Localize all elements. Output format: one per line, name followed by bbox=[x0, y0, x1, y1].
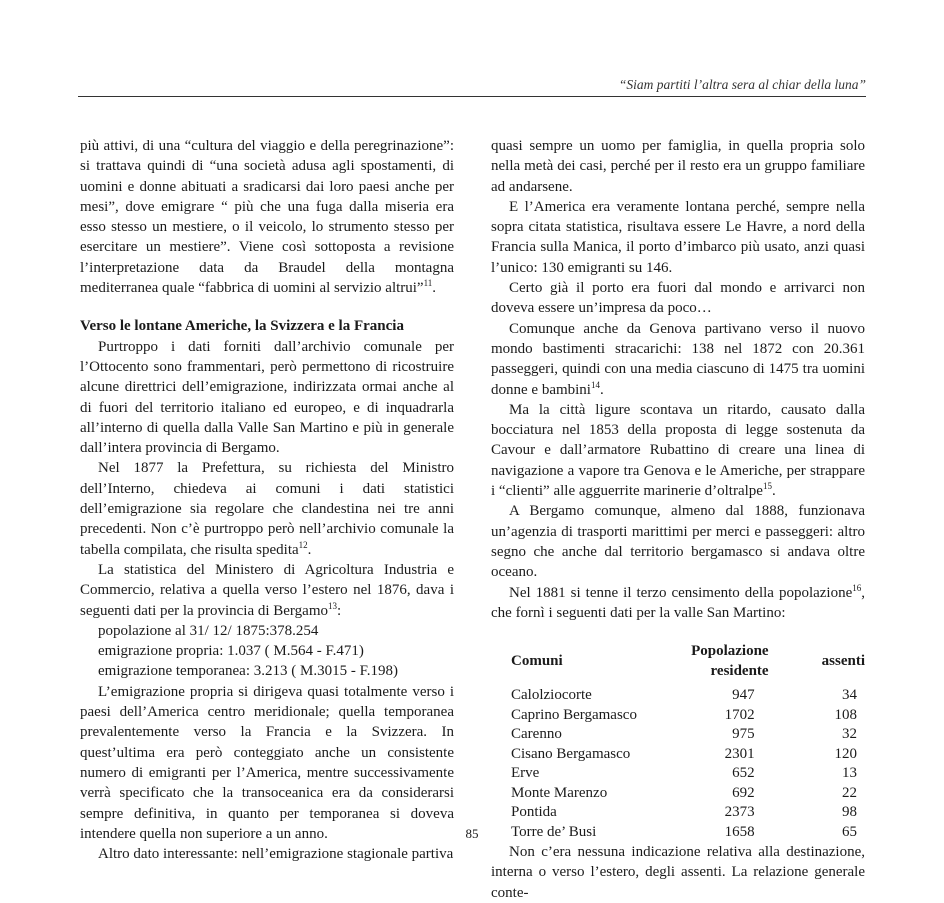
paragraph: Certo già il porto era fuori dal mondo e arrivarci non doveva essere un’impresa da poco… bbox=[491, 280, 865, 317]
paragraph: Ma la città ligure scontava un ritardo, causato dalla bocciatura nel 1853 della proposta di legge sostenuta da Cavour e dall’armatore Rubattino di creare una linea di navigazione a vapore tra Genova e le Americhe, per strappare i “clienti” alle agguerrite marinerie d’oltralpe$^{15}$. bbox=[491, 401, 865, 500]
paragraph: Nel 1881 si tenne il terzo censimento della popolazione$^{16}$, che fornì i seguenti dati per la valle San Martino: bbox=[491, 582, 865, 621]
right-column bbox=[491, 136, 865, 903]
paragraph: più attivi, di una “cultura del viaggio e della peregrinazione”: si trattava quindi di “una società adusa agli spostamenti, di uomini e donne abituati a sradicarsi dai loro paesi anche per mesi”, dove emigrare “ più che una fuga dalla miseria era esso stesso un mestiere, o il veicolo, lo strumento stesso per esercitare un mestiere”. Viene così sottoposta a revisione l’interpretazione data da Braudel della montagna mediterranea quale “fabbrica di uomini al servizio altrui”$^{11}$. bbox=[80, 138, 454, 297]
table-row: Pontida 2373 98 bbox=[511, 804, 857, 821]
column-header-comuni: Comuni bbox=[511, 652, 563, 669]
paragraph: L’emigrazione propria si dirigeva quasi totalmente verso i paesi dell’America centro meridionale; quella temporanea prevalentemente verso la Francia e la Svizzera. In quest’ultima era però conteggiato anche un consistente numero di emigranti per l’America, mentre successivamente verrà specificato che la transoceanica era da considerarsi sempre definitiva, in quanto per temporanea si doveva intendere quella non superiore a un anno. bbox=[80, 683, 454, 842]
census-table bbox=[511, 642, 865, 842]
table-row: Torre de’ Busi 1658 65 bbox=[511, 823, 857, 840]
paragraph: Comunque anche da Genova partivano verso il nuovo mondo bastimenti stracarichi: 138 nel 1872 con 20.361 passeggeri, quindi con una media ciascuno di 1475 tra uomini donne e bambini$^{14}$. bbox=[491, 320, 865, 398]
paragraph: quasi sempre un uomo per famiglia, in quella propria solo nella metà dei casi, perché per il resto era un gruppo familiare ad andarsene. bbox=[491, 138, 865, 195]
left-column bbox=[80, 136, 454, 864]
footnote-ref[interactable]: 16 bbox=[852, 582, 862, 593]
footnote-ref[interactable]: 11 bbox=[423, 278, 433, 289]
footnote-ref[interactable]: 14 bbox=[590, 379, 600, 390]
table-row: Monte Marenzo 692 22 bbox=[511, 784, 857, 801]
paragraph: Purtroppo i dati forniti dall’archivio comunale per l’Ottocento sono frammentari, però permettono di ricostruire alcune direttrici dell’emigrazione, indirizzata ormai anche al di fuori del territorio italiano ed europeo, e di inquadrarla all’interno di quella dalla Valle San Martino e più in generale dall’intera provincia di Bergamo. bbox=[80, 338, 454, 457]
paragraph: Altro dato interessante: nell’emigrazione stagionale partiva bbox=[98, 846, 454, 863]
table-row: Carenno 975 32 bbox=[511, 726, 857, 743]
statistic-line: emigrazione propria: 1.037 ( M.564 - F.471) bbox=[98, 643, 364, 660]
table-row: Cisano Bergamasco 2301 120 bbox=[511, 745, 857, 762]
statistic-line: emigrazione temporanea: 3.213 ( M.3015 - F.198) bbox=[98, 663, 398, 680]
running-head: “Siam partiti l’altra sera al chiar della luna” bbox=[618, 77, 866, 92]
column-header-assenti: assenti bbox=[821, 652, 865, 669]
header-rule bbox=[78, 96, 866, 97]
table-row: Caprino Bergamasco 1702 108 bbox=[511, 706, 857, 723]
table-row: Calolziocorte 947 34 bbox=[511, 687, 857, 704]
statistic-line: popolazione al 31/ 12/ 1875:378.254 bbox=[98, 622, 319, 639]
paragraph: Non c’era nessuna indicazione relativa alla destinazione, interna o verso l’estero, degli assenti. La relazione generale conte- bbox=[491, 844, 865, 901]
footnote-ref[interactable]: 15 bbox=[762, 481, 772, 492]
page-number: 85 bbox=[465, 826, 479, 841]
footnote-ref[interactable]: 13 bbox=[327, 600, 337, 611]
footnote-ref[interactable]: 12 bbox=[298, 539, 308, 550]
section-heading: Verso le lontane Americhe, la Svizzera e la Francia bbox=[80, 318, 404, 335]
column-header-popolazione: Popolazione residente bbox=[691, 643, 769, 679]
paragraph: A Bergamo comunque, almeno dal 1888, funzionava un’agenzia di trasporti marittimi per merci e passeggeri: altro segno che anche dal territorio bergamasco si andava oltre oceano. bbox=[491, 503, 865, 581]
paragraph: Nel 1877 la Prefettura, su richiesta del Ministro dell’Interno, chiedeva ai comuni i dati statistici dell’emigrazione sia regolare che clandestina nei tre anni precedenti. Non c’è purtroppo però nell’archivio comunale la tabella compilata, che risulta spedita$^{12}$. bbox=[80, 460, 454, 558]
table-row: Erve 652 13 bbox=[511, 765, 857, 782]
table-header-row bbox=[511, 642, 865, 686]
paragraph: La statistica del Ministero di Agricoltura Industria e Commercio, relativa a quella verso l’estero nel 1876, dava i seguenti dati per la provincia di Bergamo$^{13}$: bbox=[80, 561, 454, 619]
paragraph: E l’America era veramente lontana perché, sempre nella sopra citata statistica, risultava essere Le Havre, a nord della Francia sulla Manica, il porto d’imbarco più usato, anzi quasi l’unico: 130 emigranti su 146. bbox=[491, 198, 865, 276]
